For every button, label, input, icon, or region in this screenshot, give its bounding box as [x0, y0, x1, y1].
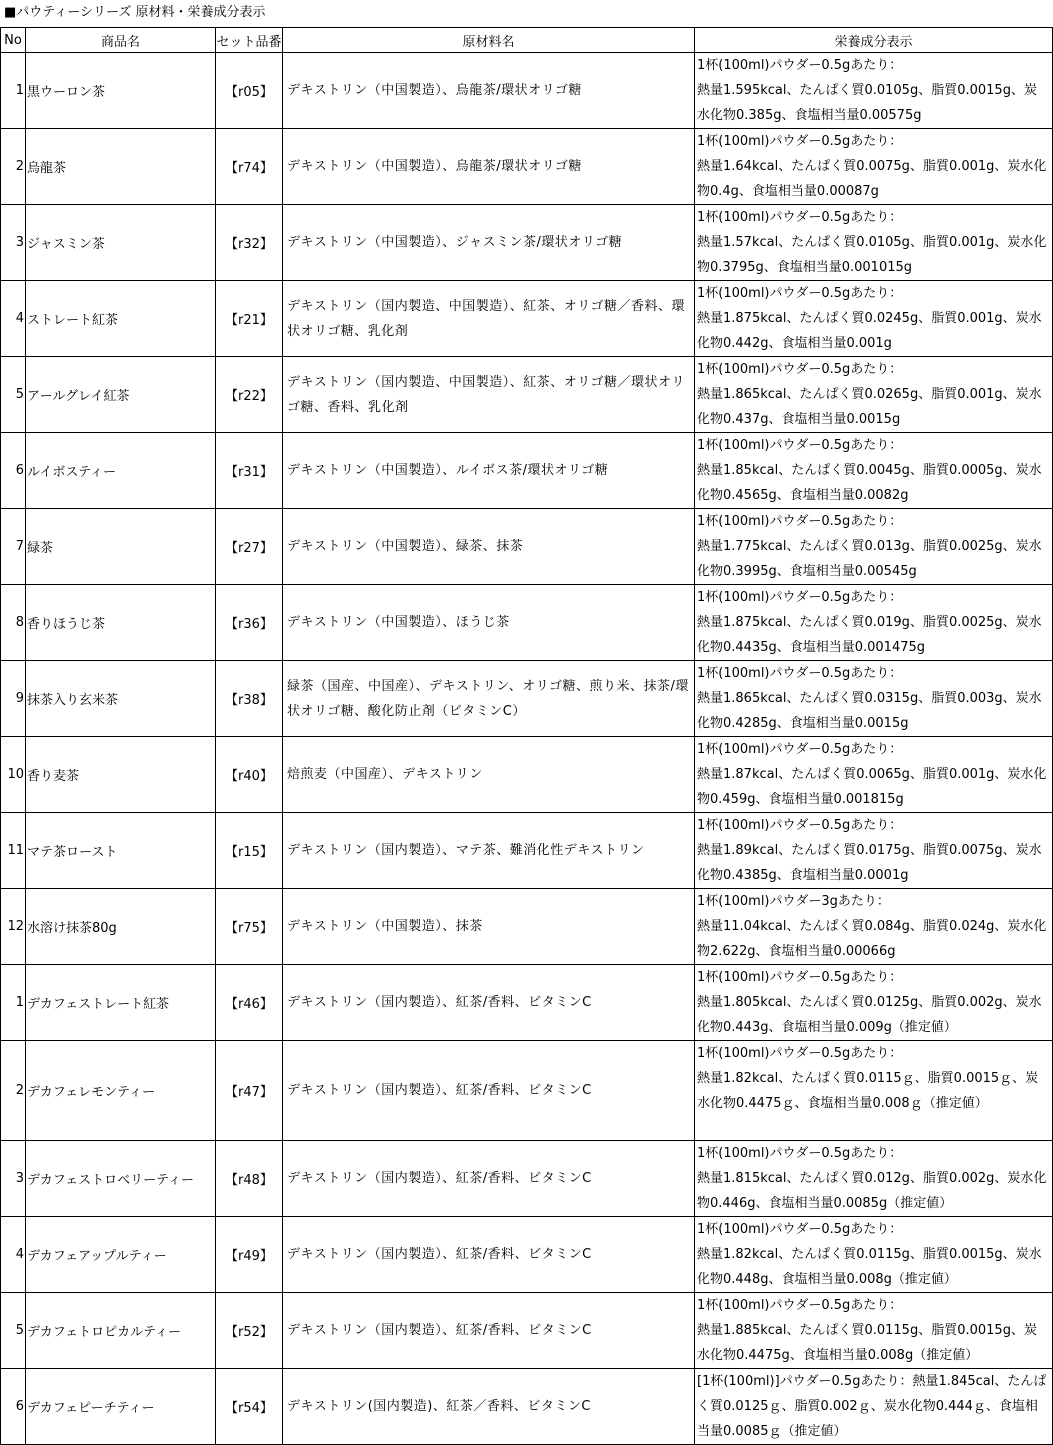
table-row: [1, 813, 1053, 889]
row-nutrition: 1杯(100ml)パウダー0.5gあたり： 熱量1.87kcal、たんぱく質0.0065g、脂質0.001g、炭水化物0.459g、食塩相当量0.001815g: [695, 737, 1053, 813]
row-no: 4: [1, 281, 26, 357]
row-no: 6: [1, 1369, 26, 1445]
nutrition-table: [0, 27, 1053, 1445]
row-no: 11: [1, 813, 26, 889]
row-product-name: 水溶け抹茶80g: [26, 889, 216, 965]
row-no: 3: [1, 205, 26, 281]
row-no: 3: [1, 1141, 26, 1217]
row-ingredients: デキストリン（国内製造）、紅茶/香料、ビタミンC: [283, 1293, 695, 1369]
row-set-code: 【r40】: [216, 737, 283, 813]
table-row: [1, 1369, 1053, 1445]
table-row: [1, 965, 1053, 1041]
row-product-name: 緑茶: [26, 509, 216, 585]
table-row: [1, 433, 1053, 509]
row-nutrition: 1杯(100ml)パウダー0.5gあたり： 熱量1.82kcal、たんぱく質0.0115ｇ、脂質0.0015ｇ、炭水化物0.4475ｇ、食塩相当量0.008ｇ（推定値）: [695, 1041, 1053, 1141]
row-nutrition: 1杯(100ml)パウダー0.5gあたり： 熱量1.595kcal、たんぱく質0.0105g、脂質0.0015g、炭水化物0.385g、食塩相当量0.00575g: [695, 53, 1053, 129]
row-no: 1: [1, 965, 26, 1041]
row-no: 7: [1, 509, 26, 585]
table-header-row: [1, 28, 1053, 53]
row-nutrition: 1杯(100ml)パウダー0.5gあたり： 熱量1.885kcal、たんぱく質0.0115g、脂質0.0015g、炭水化物0.4475g、食塩相当量0.008g（推定値）: [695, 1293, 1053, 1369]
row-nutrition: 1杯(100ml)パウダー0.5gあたり： 熱量1.815kcal、たんぱく質0.012g、脂質0.002g、炭水化物0.446g、食塩相当量0.0085g（推定値）: [695, 1141, 1053, 1217]
row-set-code: 【r22】: [216, 357, 283, 433]
table-row: [1, 889, 1053, 965]
header-product-name: 商品名: [26, 28, 216, 53]
row-product-name: 抹茶入り玄米茶: [26, 661, 216, 737]
row-product-name: ジャスミン茶: [26, 205, 216, 281]
table-row: [1, 661, 1053, 737]
row-set-code: 【r46】: [216, 965, 283, 1041]
table-row: [1, 1041, 1053, 1141]
row-set-code: 【r52】: [216, 1293, 283, 1369]
row-nutrition: 1杯(100ml)パウダー0.5gあたり： 熱量1.775kcal、たんぱく質0.013g、脂質0.0025g、炭水化物0.3995g、食塩相当量0.00545g: [695, 509, 1053, 585]
row-no: 10: [1, 737, 26, 813]
row-set-code: 【r15】: [216, 813, 283, 889]
row-no: 5: [1, 357, 26, 433]
row-no: 9: [1, 661, 26, 737]
header-set-code: セット品番: [216, 28, 283, 53]
row-nutrition: 1杯(100ml)パウダー0.5gあたり： 熱量1.875kcal、たんぱく質0.0245g、脂質0.001g、炭水化物0.442g、食塩相当量0.001g: [695, 281, 1053, 357]
row-nutrition: 1杯(100ml)パウダー0.5gあたり： 熱量1.865kcal、たんぱく質0.0315g、脂質0.003g、炭水化物0.4285g、食塩相当量0.0015g: [695, 661, 1053, 737]
row-set-code: 【r27】: [216, 509, 283, 585]
table-row: [1, 1293, 1053, 1369]
row-nutrition: 1杯(100ml)パウダー0.5gあたり： 熱量1.89kcal、たんぱく質0.0175g、脂質0.0075g、炭水化物0.4385g、食塩相当量0.0001g: [695, 813, 1053, 889]
row-ingredients: デキストリン（中国製造）、烏龍茶/環状オリゴ糖: [283, 129, 695, 205]
row-set-code: 【r49】: [216, 1217, 283, 1293]
row-no: 6: [1, 433, 26, 509]
row-ingredients: デキストリン（中国製造）、ジャスミン茶/環状オリゴ糖: [283, 205, 695, 281]
row-set-code: 【r31】: [216, 433, 283, 509]
row-ingredients: デキストリン（国内製造）、紅茶/香料、ビタミンC: [283, 965, 695, 1041]
row-no: 2: [1, 129, 26, 205]
row-nutrition: 1杯(100ml)パウダー0.5gあたり： 熱量1.875kcal、たんぱく質0.019g、脂質0.0025g、炭水化物0.4435g、食塩相当量0.001475g: [695, 585, 1053, 661]
row-set-code: 【r74】: [216, 129, 283, 205]
row-product-name: マテ茶ロースト: [26, 813, 216, 889]
table-row: [1, 129, 1053, 205]
row-product-name: デカフェアップルティー: [26, 1217, 216, 1293]
row-set-code: 【r38】: [216, 661, 283, 737]
row-nutrition: 1杯(100ml)パウダー3gあたり： 熱量11.04kcal、たんぱく質0.084g、脂質0.024g、炭水化物2.622g、食塩相当量0.00066g: [695, 889, 1053, 965]
row-no: 8: [1, 585, 26, 661]
row-set-code: 【r47】: [216, 1041, 283, 1141]
row-nutrition: 1杯(100ml)パウダー0.5gあたり： 熱量1.805kcal、たんぱく質0.0125g、脂質0.002g、炭水化物0.443g、食塩相当量0.009g（推定値）: [695, 965, 1053, 1041]
row-no: 1: [1, 53, 26, 129]
row-nutrition: 1杯(100ml)パウダー0.5gあたり： 熱量1.82kcal、たんぱく質0.0115g、脂質0.0015g、炭水化物0.448g、食塩相当量0.008g（推定値）: [695, 1217, 1053, 1293]
row-ingredients: 緑茶（国産、中国産）、デキストリン、オリゴ糖、煎り米、抹茶/環状オリゴ糖、酸化防止剤（ビタミンC）: [283, 661, 695, 737]
header-ingredients: 原材料名: [283, 28, 695, 53]
row-product-name: ルイボスティー: [26, 433, 216, 509]
row-ingredients: デキストリン（国内製造）、紅茶/香料、ビタミンC: [283, 1141, 695, 1217]
table-row: [1, 509, 1053, 585]
row-ingredients: 焙煎麦（中国産）、デキストリン: [283, 737, 695, 813]
row-product-name: デカフェレモンティー: [26, 1041, 216, 1141]
row-ingredients: デキストリン（中国製造）、ルイボス茶/環状オリゴ糖: [283, 433, 695, 509]
row-ingredients: デキストリン（中国製造）、抹茶: [283, 889, 695, 965]
row-ingredients: デキストリン（中国製造）、烏龍茶/環状オリゴ糖: [283, 53, 695, 129]
table-row: [1, 281, 1053, 357]
row-nutrition: 1杯(100ml)パウダー0.5gあたり： 熱量1.85kcal、たんぱく質0.0045g、脂質0.0005g、炭水化物0.4565g、食塩相当量0.0082g: [695, 433, 1053, 509]
row-product-name: デカフェストレート紅茶: [26, 965, 216, 1041]
table-row: [1, 585, 1053, 661]
row-product-name: デカフェピーチティー: [26, 1369, 216, 1445]
row-set-code: 【r21】: [216, 281, 283, 357]
row-ingredients: デキストリン（国内製造）、マテ茶、難消化性デキストリン: [283, 813, 695, 889]
row-ingredients: デキストリン(国内製造)、紅茶／香料、ビタミンC: [283, 1369, 695, 1445]
row-product-name: 香り麦茶: [26, 737, 216, 813]
row-product-name: 香りほうじ茶: [26, 585, 216, 661]
row-product-name: 烏龍茶: [26, 129, 216, 205]
row-ingredients: デキストリン（国内製造）、紅茶/香料、ビタミンC: [283, 1041, 695, 1141]
row-no: 4: [1, 1217, 26, 1293]
row-product-name: アールグレイ紅茶: [26, 357, 216, 433]
table-row: [1, 737, 1053, 813]
row-set-code: 【r36】: [216, 585, 283, 661]
row-nutrition: [1杯(100ml)]パウダー0.5gあたり：熱量1.845cal、たんぱく質0.0125ｇ、脂質0.002ｇ、炭水化物0.444ｇ、食塩相当量0.0085ｇ（推定値）: [695, 1369, 1053, 1445]
row-set-code: 【r54】: [216, 1369, 283, 1445]
row-ingredients: デキストリン（国内製造）、紅茶/香料、ビタミンC: [283, 1217, 695, 1293]
row-ingredients: デキストリン（国内製造、中国製造）、紅茶、オリゴ糖／香料、環状オリゴ糖、乳化剤: [283, 281, 695, 357]
table-row: [1, 1217, 1053, 1293]
row-set-code: 【r48】: [216, 1141, 283, 1217]
row-no: 12: [1, 889, 26, 965]
row-nutrition: 1杯(100ml)パウダー0.5gあたり： 熱量1.57kcal、たんぱく質0.0105g、脂質0.001g、炭水化物0.3795g、食塩相当量0.001015g: [695, 205, 1053, 281]
row-no: 2: [1, 1041, 26, 1141]
table-row: [1, 53, 1053, 129]
row-set-code: 【r32】: [216, 205, 283, 281]
row-product-name: 黒ウーロン茶: [26, 53, 216, 129]
table-row: [1, 205, 1053, 281]
row-product-name: ストレート紅茶: [26, 281, 216, 357]
row-set-code: 【r75】: [216, 889, 283, 965]
row-no: 5: [1, 1293, 26, 1369]
row-product-name: デカフェストロベリーティー: [26, 1141, 216, 1217]
header-no: No: [1, 28, 26, 53]
table-row: [1, 357, 1053, 433]
row-set-code: 【r05】: [216, 53, 283, 129]
row-nutrition: 1杯(100ml)パウダー0.5gあたり： 熱量1.865kcal、たんぱく質0.0265g、脂質0.001g、炭水化物0.437g、食塩相当量0.0015g: [695, 357, 1053, 433]
row-ingredients: デキストリン（国内製造、中国製造）、紅茶、オリゴ糖／環状オリゴ糖、香料、乳化剤: [283, 357, 695, 433]
row-ingredients: デキストリン（中国製造）、ほうじ茶: [283, 585, 695, 661]
page-title: ■パウティーシリーズ 原材料・栄養成分表示: [4, 5, 266, 20]
row-nutrition: 1杯(100ml)パウダー0.5gあたり： 熱量1.64kcal、たんぱく質0.0075g、脂質0.001g、炭水化物0.4g、食塩相当量0.00087g: [695, 129, 1053, 205]
header-nutrition: 栄養成分表示: [695, 28, 1053, 53]
row-product-name: デカフェトロピカルティー: [26, 1293, 216, 1369]
table-row: [1, 1141, 1053, 1217]
row-ingredients: デキストリン（中国製造）、緑茶、抹茶: [283, 509, 695, 585]
